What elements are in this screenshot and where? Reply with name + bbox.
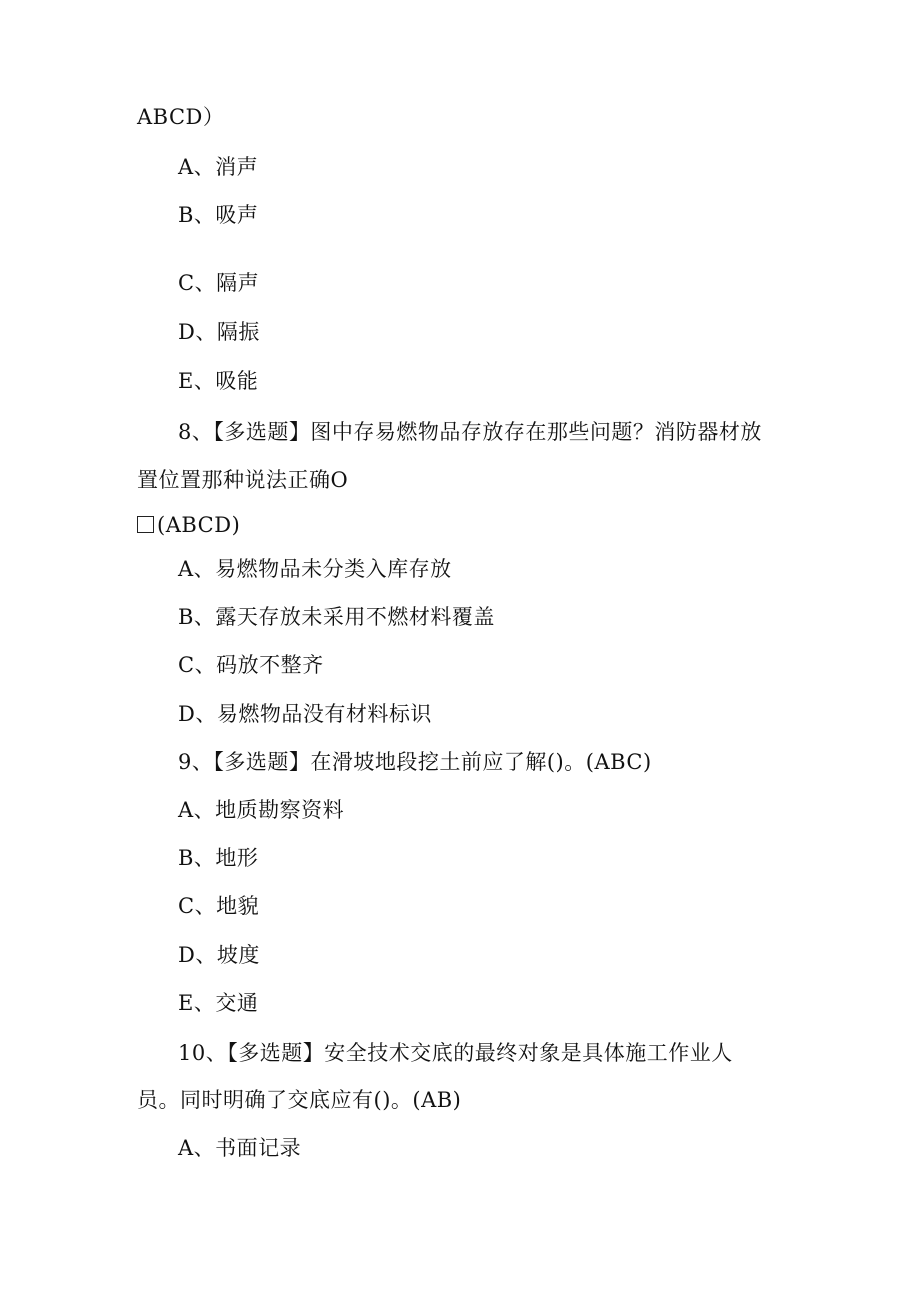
q8-option-b: B、露天存放未采用不燃材料覆盖 [178,605,495,629]
q8-answer [137,512,240,538]
q10-option-a: A、书面记录 [178,1136,302,1160]
q8-option-c: C、码放不整齐 [178,653,324,677]
q7-option-b: B、吸声 [178,203,259,227]
q9-option-e: E、交通 [178,991,259,1015]
q10-question-line2: 员。同时明确了交底应有()。(AB) [137,1088,462,1112]
q7-answer-continuation: ABCD） [137,105,225,129]
q8-question-line1: 8、【多选题】图中存易燃物品存放存在那些问题？消防器材放 [178,420,762,444]
q8-option-a: A、易燃物品未分类入库存放 [178,557,452,581]
q7-option-d: D、隔振 [178,320,260,344]
checkbox-square-icon [137,516,154,533]
q9-question: 9、【多选题】在滑坡地段挖土前应了解()。(ABC) [178,750,652,774]
q9-option-d: D、坡度 [178,943,260,967]
q7-option-c: C、隔声 [178,271,260,295]
q8-option-d: D、易燃物品没有材料标识 [178,702,432,726]
q8-answer-text: (ABCD) [157,513,241,537]
q9-option-a: A、地质勘察资料 [178,798,345,822]
q7-option-e: E、吸能 [178,369,259,393]
q7-option-a: A、消声 [178,155,259,179]
q8-question-line2: 置位置那种说法正确O [137,468,349,492]
q10-question-line1: 10、【多选题】安全技术交底的最终对象是具体施工作业人 [178,1041,733,1065]
q9-option-b: B、地形 [178,846,259,870]
q9-option-c: C、地貌 [178,894,260,918]
